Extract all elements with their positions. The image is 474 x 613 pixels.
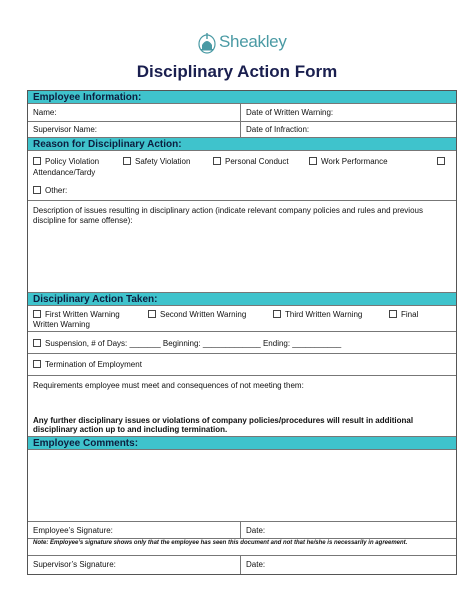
- name-label: Name:: [33, 108, 57, 117]
- supervisor-date-label: Date:: [246, 560, 266, 569]
- date-written-warning-field[interactable]: [241, 104, 456, 121]
- supervisor-signature-label: Supervisor’s Signature:: [33, 560, 116, 569]
- supervisor-row: [28, 122, 456, 138]
- description-field[interactable]: [28, 201, 456, 293]
- checkbox-icon[interactable]: [309, 157, 317, 165]
- employee-info-header: Employee Information:: [28, 91, 456, 104]
- checkbox-icon[interactable]: [148, 310, 156, 318]
- disciplinary-form: [27, 90, 457, 575]
- checkbox-icon[interactable]: [33, 186, 41, 194]
- suspension-row: [28, 332, 456, 354]
- supervisor-signature-row: [28, 556, 456, 574]
- logo-wordmark: Sheakley: [219, 32, 287, 51]
- employee-date-field[interactable]: [241, 522, 456, 538]
- reason-header: Reason for Disciplinary Action:: [28, 138, 456, 151]
- supervisor-name-field[interactable]: [28, 122, 241, 138]
- personal-conduct-option[interactable]: Personal Conduct: [213, 157, 289, 166]
- final-option[interactable]: Final: [389, 310, 418, 319]
- checkbox-icon[interactable]: [213, 157, 221, 165]
- checkbox-icon[interactable]: [123, 157, 131, 165]
- reason-options: [28, 151, 456, 201]
- date-written-warning-label: Date of Written Warning:: [246, 108, 334, 117]
- safety-violation-option[interactable]: Safety Violation: [123, 157, 190, 166]
- date-infraction-label: Date of Infraction:: [246, 125, 310, 134]
- third-written-warning-option[interactable]: Third Written Warning: [273, 310, 362, 319]
- employee-comments-header: Employee Comments:: [28, 437, 456, 450]
- name-row: [28, 104, 456, 122]
- sheakley-logo: [198, 28, 288, 56]
- checkbox-icon[interactable]: [437, 157, 445, 165]
- checkbox-icon[interactable]: [33, 339, 41, 347]
- date-infraction-field[interactable]: [241, 122, 456, 138]
- action-taken-header: Disciplinary Action Taken:: [28, 293, 456, 306]
- description-label: Description of issues resulting in disciplinary action (indicate relevant company policies and rules and previous discipline for same offense):: [33, 206, 423, 225]
- page-title: Disciplinary Action Form: [136, 62, 338, 81]
- first-written-warning-option[interactable]: First Written Warning: [33, 310, 120, 319]
- final-written-warning-label: Written Warning: [33, 320, 90, 329]
- second-written-warning-option[interactable]: Second Written Warning: [148, 310, 246, 319]
- requirements-label: Requirements employee must meet and consequences of not meeting them:: [33, 381, 304, 390]
- checkbox-icon[interactable]: [389, 310, 397, 318]
- requirements-field[interactable]: [28, 376, 456, 437]
- policy-violation-option[interactable]: Policy Violation: [33, 157, 99, 166]
- termination-row: [28, 354, 456, 376]
- suspension-option[interactable]: Suspension, # of Days: _______ Beginning: _____________ Ending: ___________: [33, 339, 341, 348]
- employee-signature-row: [28, 522, 456, 539]
- checkbox-icon[interactable]: [33, 157, 41, 165]
- name-field[interactable]: [28, 104, 241, 121]
- attendance-tardy-label: Attendance/Tardy: [33, 168, 96, 177]
- employee-comments-field[interactable]: [28, 450, 456, 522]
- warning-options: [28, 306, 456, 332]
- termination-option[interactable]: Termination of Employment: [33, 360, 142, 369]
- supervisor-date-field[interactable]: [241, 556, 456, 574]
- employee-date-label: Date:: [246, 526, 266, 535]
- extra-option-checkbox[interactable]: [437, 157, 449, 166]
- checkbox-icon[interactable]: [33, 360, 41, 368]
- supervisor-signature-field[interactable]: [28, 556, 241, 574]
- supervisor-name-label: Supervisor Name:: [33, 125, 98, 134]
- signature-note: Note: Employee’s signature shows only that the employee has seen this document and not that he/she is necessarily in agreement.: [28, 539, 456, 556]
- work-performance-option[interactable]: Work Performance: [309, 157, 388, 166]
- checkbox-icon[interactable]: [33, 310, 41, 318]
- other-option[interactable]: Other:: [33, 186, 67, 195]
- capitol-dome-icon: [198, 30, 216, 54]
- employee-signature-field[interactable]: [28, 522, 241, 538]
- further-issues-warning: Any further disciplinary issues or violations of company policies/procedures will result in additional disciplinary action up to and including termination.: [33, 416, 414, 434]
- checkbox-icon[interactable]: [273, 310, 281, 318]
- employee-signature-label: Employee’s Signature:: [33, 526, 113, 535]
